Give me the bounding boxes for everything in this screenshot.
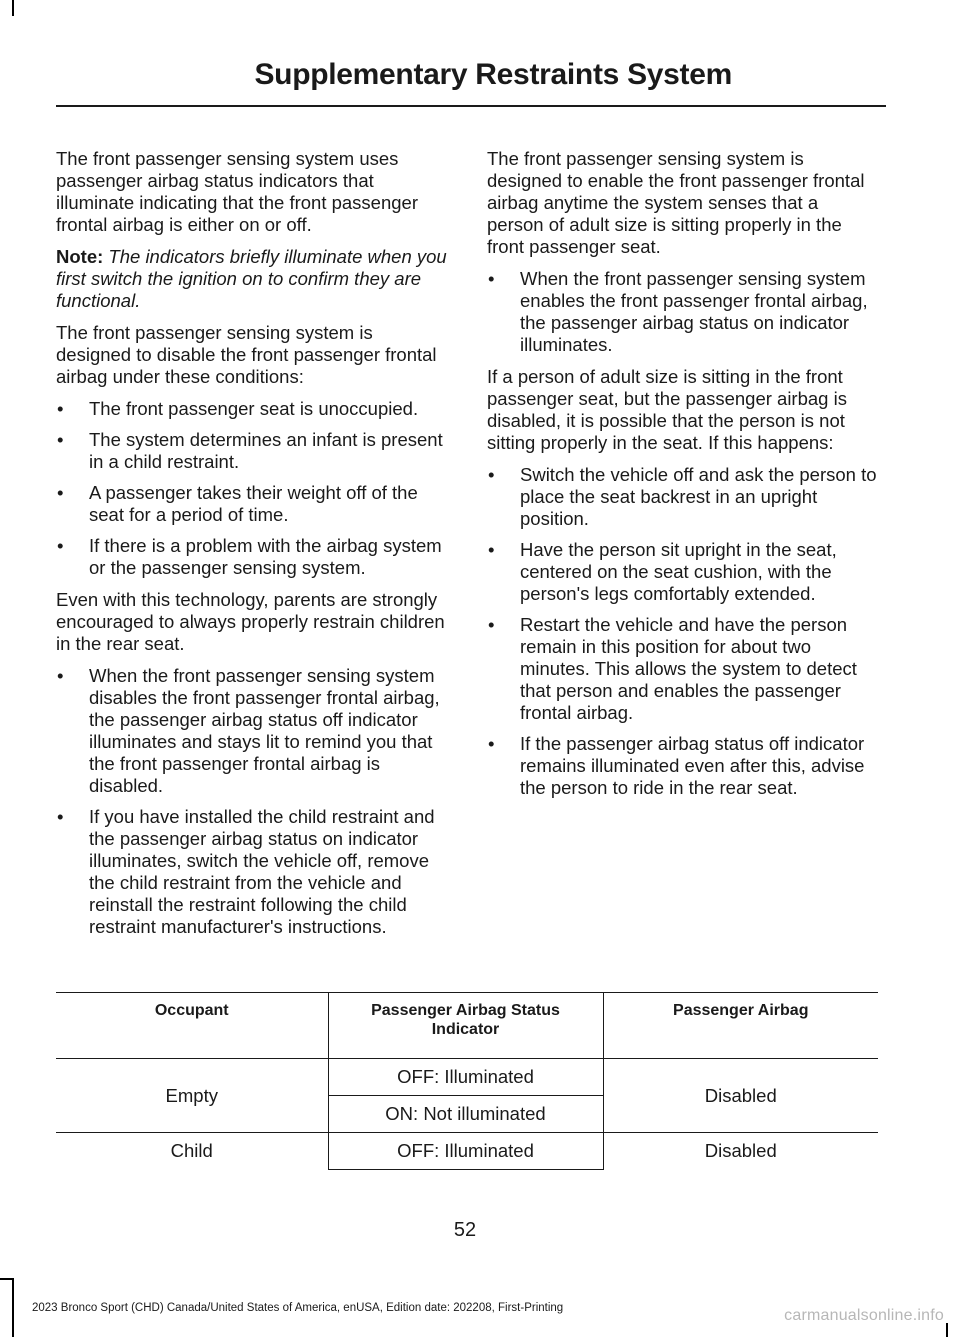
crop-mark-bottom-left-h xyxy=(0,1278,14,1280)
crop-mark-bottom-left xyxy=(12,1278,14,1337)
footer-edition-text: 2023 Bronco Sport (CHD) Canada/United States of America, enUSA, Edition date: 202208, First-Printing xyxy=(32,1302,564,1314)
enable-intro-paragraph: The front passenger sensing system is designed to enable the front passenger frontal airbag anytime the system senses that a person of adult size is sitting properly in the front passenger seat. xyxy=(487,148,865,257)
list-item-text: If you have installed the child restraint and the passenger airbag status on indicator illuminates, switch the vehicle off, remove the child restraint from the vehicle and reinstall the restraint following the child restraint manufacturer's instructions. xyxy=(89,806,435,937)
cell-occupant-empty: Empty xyxy=(56,1059,328,1133)
list-item xyxy=(56,429,448,473)
cell-indicator-child: OFF: Illuminated xyxy=(328,1133,603,1170)
cell-airbag-child: Disabled xyxy=(704,1140,777,1162)
bullet-icon: • xyxy=(488,268,495,289)
list-item xyxy=(487,539,879,605)
bullet-icon: • xyxy=(488,464,495,485)
list-item-text: Restart the vehicle and have the person remain in this position for about two minutes. This allows the system to detect that person and enables the passenger frontal airbag. xyxy=(520,614,857,723)
right-column xyxy=(487,148,879,809)
disable-conditions-list xyxy=(56,398,448,579)
header-airbag: Passenger Airbag xyxy=(603,993,878,1059)
list-item xyxy=(56,535,448,579)
page-title: Supplementary Restraints System xyxy=(254,58,732,91)
intro-paragraph: The front passenger sensing system uses passenger airbag status indicators that illuminate indicating that the front passenger frontal airbag is either on or off. xyxy=(56,148,418,235)
crop-mark-bottom-right xyxy=(946,1323,948,1337)
bullet-icon: • xyxy=(488,733,495,754)
note-text: The indicators briefly illuminate when you first switch the ignition on to confirm they are functional. xyxy=(56,246,447,311)
cell-indicator-on: ON: Not illuminated xyxy=(328,1096,603,1133)
list-item xyxy=(56,665,448,797)
bullet-icon: • xyxy=(57,535,64,556)
cell-occupant-child: Child xyxy=(170,1140,213,1162)
list-item-text: The system determines an infant is present in a child restraint. xyxy=(89,429,443,472)
list-item xyxy=(56,482,448,526)
adult-intro-paragraph: If a person of adult size is sitting in the front passenger seat, but the passenger airbag is disabled, it is possible that the person is not sitting properly in the seat. If this happens: xyxy=(487,366,847,453)
bullet-icon: • xyxy=(57,482,64,503)
list-item-text: A passenger takes their weight off of the seat for a period of time. xyxy=(89,482,418,525)
watermark: carmanualsonline.info xyxy=(784,1307,944,1324)
list-item xyxy=(487,268,879,356)
bullet-icon: • xyxy=(57,429,64,450)
list-item-text: Switch the vehicle off and ask the person to place the seat backrest in an upright position. xyxy=(520,464,877,529)
parents-paragraph: Even with this technology, parents are strongly encouraged to always properly restrain children in the rear seat. xyxy=(56,589,445,654)
header-indicator-line1: Passenger Airbag Status xyxy=(371,1002,560,1019)
list-item xyxy=(56,806,448,938)
list-item-text: Have the person sit upright in the seat, centered on the seat cushion, with the person's legs comfortably extended. xyxy=(520,539,837,604)
list-item xyxy=(487,614,879,724)
list-item-text: When the front passenger sensing system disables the front passenger frontal airbag, the passenger airbag status off indicator illuminates and stays lit to remind you that the front passenger frontal airbag is disabled. xyxy=(89,665,440,796)
table-row xyxy=(56,1133,878,1170)
list-item-text: If there is a problem with the airbag system or the passenger sensing system. xyxy=(89,535,442,578)
bullet-icon: • xyxy=(488,614,495,635)
header-indicator xyxy=(328,993,603,1059)
airbag-status-table xyxy=(56,992,878,1170)
cell-indicator-off: OFF: Illuminated xyxy=(328,1059,603,1096)
header-indicator-line2: Indicator xyxy=(431,1021,500,1038)
adult-steps-list xyxy=(487,464,879,799)
enable-list xyxy=(487,268,879,356)
bullet-icon: • xyxy=(57,806,64,827)
note-label: Note: xyxy=(56,246,104,267)
header-divider xyxy=(56,105,886,107)
table-header-row xyxy=(56,993,878,1059)
crop-mark-top-left xyxy=(12,0,14,16)
list-item-text: If the passenger airbag status off indicator remains illuminated even after this, advise the person to ride in the rear seat. xyxy=(520,733,865,798)
list-item xyxy=(56,398,448,420)
disable-intro-paragraph: The front passenger sensing system is designed to disable the front passenger frontal airbag under these conditions: xyxy=(56,322,437,387)
cell-airbag-empty: Disabled xyxy=(603,1059,878,1133)
header-occupant: Occupant xyxy=(56,993,328,1059)
left-column xyxy=(56,148,448,948)
list-item-text: The front passenger seat is unoccupied. xyxy=(89,398,419,419)
bullet-icon: • xyxy=(488,539,495,560)
list-item-text: When the front passenger sensing system enables the front passenger frontal airbag, the passenger airbag status on indicator illuminates. xyxy=(520,268,868,355)
list-item xyxy=(487,464,879,530)
page-number: 52 xyxy=(453,1219,477,1241)
note-paragraph xyxy=(56,246,448,312)
table-row xyxy=(56,1059,878,1096)
child-restraint-list xyxy=(56,665,448,938)
list-item xyxy=(487,733,879,799)
bullet-icon: • xyxy=(57,665,64,686)
bullet-icon: • xyxy=(57,398,64,419)
